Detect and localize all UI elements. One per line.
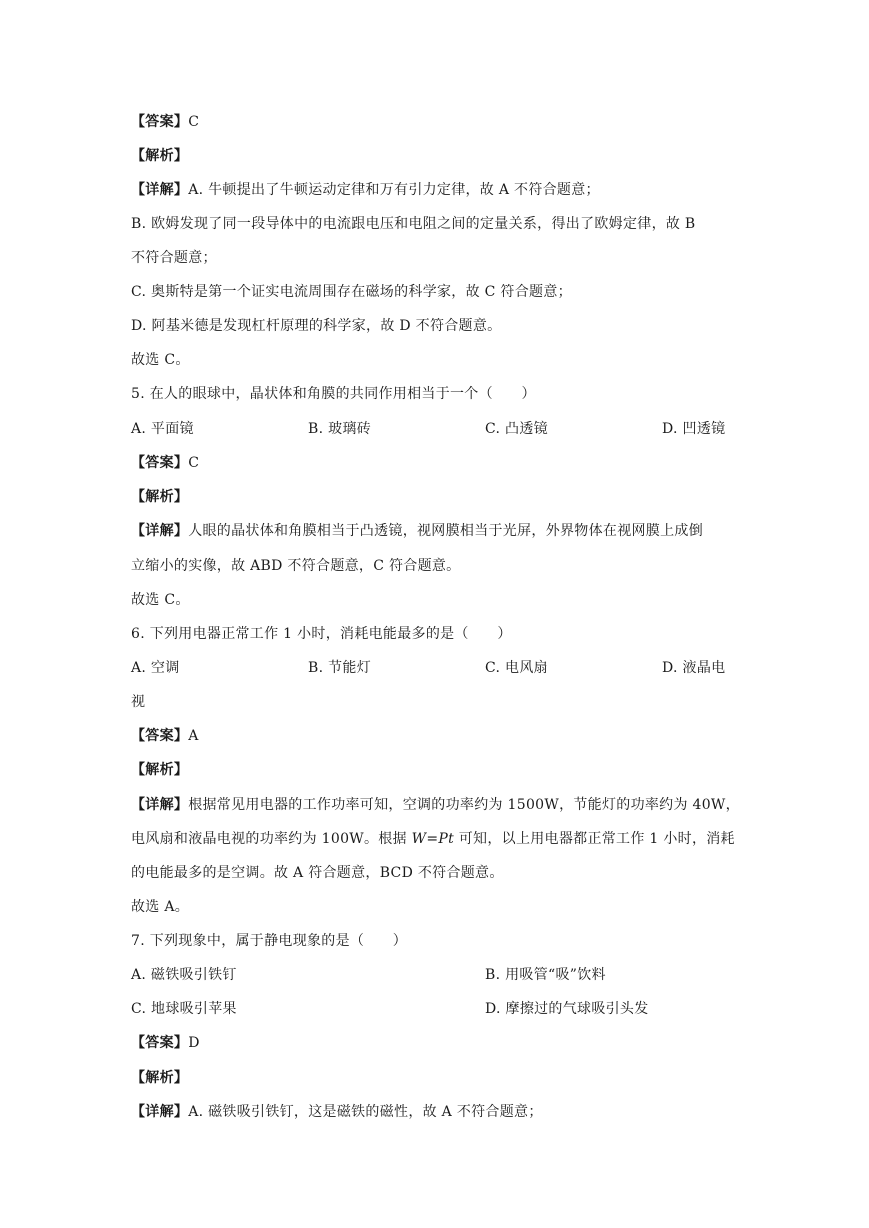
- q5-option-a: A. 平面镜: [131, 421, 194, 437]
- q7-answer-value: D: [188, 1035, 200, 1051]
- q6-option-b: B. 节能灯: [308, 660, 371, 676]
- q6-detail-line2: [131, 829, 741, 849]
- q5-analysis-line: [131, 487, 741, 507]
- q5-option-d: D. 凹透镜: [662, 421, 726, 437]
- q4-conclusion: 故选 C。: [131, 352, 190, 368]
- detail-label: 【详解】: [131, 797, 189, 813]
- detail-label: 【详解】: [131, 1104, 189, 1120]
- q7-analysis-line: [131, 1068, 741, 1088]
- q6-option-d-wrap: 视: [131, 694, 146, 710]
- q4-detail-b-line2: 不符合题意；: [131, 250, 217, 266]
- q4-detail-d: D. 阿基米德是发现杠杆原理的科学家，故 D 不符合题意。: [131, 318, 502, 334]
- q4-analysis-line: [131, 146, 741, 166]
- q5-detail-text1: 人眼的晶状体和角膜相当于凸透镜，视网膜相当于光屏，外界物体在视网膜上成倒: [188, 523, 704, 539]
- analysis-label: 【解析】: [131, 1070, 189, 1086]
- analysis-label: 【解析】: [131, 762, 189, 778]
- analysis-label: 【解析】: [131, 489, 189, 505]
- q7-option-d: D. 摩擦过的气球吸引头发: [485, 1001, 649, 1017]
- q6-option-a: A. 空调: [131, 660, 180, 676]
- q4-detail-b-line1: B. 欧姆发现了同一段导体中的电流跟电压和电阻之间的定量关系，得出了欧姆定律，故 B: [131, 216, 696, 232]
- q6-stem: 6. 下列用电器正常工作 1 小时，消耗电能最多的是（ ）: [131, 626, 512, 642]
- q6-detail-text2-post: 可知，以上用电器都正常工作 1 小时，消耗: [454, 831, 735, 847]
- q5-stem: 5. 在人的眼球中，晶状体和角膜的共同作用相当于一个（ ）: [131, 386, 536, 402]
- q4-detail-c: C. 奥斯特是第一个证实电流周围存在磁场的科学家，故 C 符合题意；: [131, 284, 572, 300]
- answer-label: 【答案】: [131, 455, 189, 471]
- answer-label: 【答案】: [131, 114, 189, 130]
- q6-detail-line1: [131, 795, 741, 815]
- q4-answer-value: C: [188, 114, 200, 130]
- q7-option-b: B. 用吸管“吸”饮料: [485, 967, 606, 983]
- answer-label: 【答案】: [131, 728, 189, 744]
- q5-conclusion: 故选 C。: [131, 592, 190, 608]
- q7-answer-line: [131, 1033, 741, 1053]
- q6-option-c: C. 电风扇: [485, 660, 548, 676]
- q7-stem: 7. 下列现象中，属于静电现象的是（ ）: [131, 933, 408, 949]
- q6-answer-line: [131, 726, 741, 746]
- detail-label: 【详解】: [131, 182, 189, 198]
- detail-label: 【详解】: [131, 523, 189, 539]
- q5-answer-line: [131, 453, 741, 473]
- q7-detail-a: [131, 1102, 741, 1122]
- analysis-label: 【解析】: [131, 148, 189, 164]
- q6-detail-text2-pre: 电风扇和液晶电视的功率约为 100W。根据: [131, 831, 412, 847]
- q5-option-c: C. 凸透镜: [485, 421, 548, 437]
- q5-detail-line2: 立缩小的实像，故 ABD 不符合题意，C 符合题意。: [131, 558, 461, 574]
- q5-answer-value: C: [188, 455, 200, 471]
- power-formula: W=Pt: [411, 831, 454, 847]
- q5-option-b: B. 玻璃砖: [308, 421, 371, 437]
- q6-detail-text1: 根据常见用电器的工作功率可知，空调的功率约为 1500W，节能灯的功率约为 40W，: [188, 797, 740, 813]
- q6-detail-line3: 的电能最多的是空调。故 A 符合题意，BCD 不符合题意。: [131, 865, 504, 881]
- q6-option-d: D. 液晶电: [662, 660, 726, 676]
- q6-conclusion: 故选 A。: [131, 899, 190, 915]
- q4-detail-a-text: A. 牛顿提出了牛顿运动定律和万有引力定律，故 A 不符合题意；: [188, 182, 600, 198]
- q4-answer-line: [131, 112, 741, 132]
- q6-analysis-line: [131, 760, 741, 780]
- answer-label: 【答案】: [131, 1035, 189, 1051]
- q7-detail-a-text: A. 磁铁吸引铁钉，这是磁铁的磁性，故 A 不符合题意；: [188, 1104, 543, 1120]
- q7-option-a: A. 磁铁吸引铁钉: [131, 967, 237, 983]
- q7-option-c: C. 地球吸引苹果: [131, 1001, 237, 1017]
- q4-detail-a: [131, 180, 741, 200]
- q5-detail-line1: [131, 521, 741, 541]
- q6-answer-value: A: [188, 728, 199, 744]
